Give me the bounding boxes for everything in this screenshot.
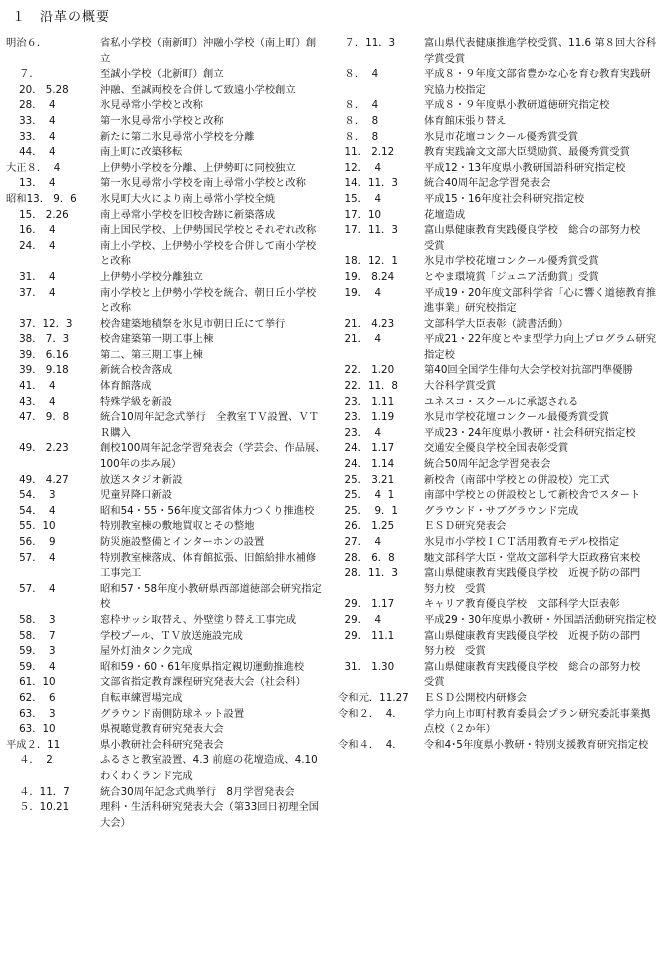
entry-date: 31． 1.30 bbox=[338, 660, 395, 673]
history-entry bbox=[6, 208, 326, 224]
entry-date: 28．11．3 bbox=[338, 567, 398, 580]
entry-date: 29． 11.1 bbox=[338, 629, 395, 642]
entry-date: ８． 8 bbox=[338, 130, 385, 143]
history-entry bbox=[338, 488, 656, 504]
entry-date: 39． 6.16 bbox=[6, 348, 69, 361]
entry-event: 平成15・16年度社会科研究指定校 bbox=[424, 192, 585, 205]
entry-date: 41． 4 bbox=[6, 380, 63, 393]
history-entry bbox=[6, 317, 326, 333]
history-entry bbox=[6, 582, 326, 613]
entry-date: 28． 4 bbox=[6, 99, 63, 112]
entry-event: 平成29・30年度県小教研・外国語活動研究指定校 bbox=[424, 613, 656, 626]
history-entry bbox=[338, 363, 656, 379]
entry-event: 創校100周年記念学習発表会（学芸会、作品展、100年の歩み展） bbox=[100, 442, 326, 471]
entry-date: 令和４． 4． bbox=[338, 738, 403, 751]
history-entry bbox=[6, 161, 326, 177]
entry-date: 11． 2.12 bbox=[338, 146, 395, 159]
entry-event: 統合10周年記念式挙行 全教室ＴＶ設置、ＶＴＲ購入 bbox=[100, 411, 320, 439]
history-entry bbox=[338, 130, 656, 146]
entry-date: 19． 4 bbox=[338, 286, 388, 299]
entry-event: ふるさと教室設置、4.3 前庭の花壇造成、4.10 わくわくランド完成 bbox=[100, 754, 318, 782]
entry-event: 児童昇降口新設 bbox=[100, 489, 173, 502]
history-entry bbox=[338, 519, 656, 535]
entry-event: 特殊学級を新設 bbox=[100, 395, 173, 408]
history-entry bbox=[6, 379, 326, 395]
history-entry bbox=[338, 473, 656, 489]
entry-date: 23． 1.11 bbox=[338, 395, 395, 408]
entry-event: 南上町に改築移転 bbox=[100, 146, 183, 159]
history-entry bbox=[338, 379, 656, 395]
entry-event: 富山県健康教育実践優良学校 近視予防の部門 努力校 受賞 bbox=[424, 629, 651, 658]
history-entry bbox=[338, 707, 656, 738]
history-entry bbox=[6, 270, 326, 286]
entry-date: 22． 1.20 bbox=[338, 364, 395, 377]
entry-date: 21． 4 bbox=[338, 333, 388, 346]
entry-date: 31． 4 bbox=[6, 270, 63, 283]
entry-date: 昭和13． 9．6 bbox=[6, 192, 77, 205]
entry-date: 14．11．3 bbox=[338, 177, 398, 190]
entry-date: 28． 6．8 bbox=[338, 551, 395, 564]
entry-event: 新たに第二氷見尋常小学校を分離 bbox=[100, 130, 255, 143]
history-entry bbox=[338, 597, 656, 613]
entry-event: 学校プール、ＴＶ放送施設完成 bbox=[100, 629, 243, 642]
entry-date: 44． 4 bbox=[6, 146, 63, 159]
entry-date: 令和２． 4． bbox=[338, 707, 403, 720]
entry-event: 昭和57・58年度小教研県西部道徳部会研究指定校 bbox=[100, 582, 322, 611]
entry-date: 37． 4 bbox=[6, 286, 63, 299]
history-entry bbox=[6, 176, 326, 192]
history-entry bbox=[338, 254, 656, 270]
history-entry bbox=[338, 457, 656, 473]
entry-date: 15． 2.26 bbox=[6, 208, 69, 221]
history-entry bbox=[6, 223, 326, 239]
entry-event: 氷見市小学校ＩＣＴ活用教育モデル校指定 bbox=[424, 536, 620, 548]
entry-event: 第40回全国学生俳句大会学校対抗部門準優勝 bbox=[424, 364, 633, 377]
entry-event: 馳文部科学大臣・堂故文部科学大臣政務官来校 bbox=[424, 551, 641, 564]
history-entry bbox=[338, 441, 656, 457]
history-entry bbox=[6, 130, 326, 146]
entry-event: 校舎建築地積祭を氷見市朝日丘にて挙行 bbox=[100, 317, 286, 330]
entry-event: 学力向上市町村教育委員会プラン研究委託事業拠点校（２か年） bbox=[424, 707, 651, 736]
history-entry bbox=[6, 675, 326, 691]
entry-event: 新校舎（南部中学校との併設校）完工式 bbox=[424, 473, 610, 486]
entry-date: 58． 7 bbox=[6, 629, 63, 642]
page-title: １ 沿革の概要 bbox=[12, 10, 111, 25]
entry-event: 氷見尋常小学校と改称 bbox=[100, 99, 203, 112]
entry-event: 富山県代表健康推進学校受賞、11.6 第８回大谷科学賞受賞 bbox=[424, 37, 656, 65]
entry-event: 体育館床張り替え bbox=[424, 114, 507, 127]
history-entry bbox=[338, 270, 656, 286]
entry-event: 平成23・24年度県小教研・社会科研究指定校 bbox=[424, 426, 636, 439]
entry-date: 58． 3 bbox=[6, 613, 63, 626]
entry-event: 南部中学校との併設校として新校舎でスタート bbox=[424, 489, 641, 502]
entry-date: 57． 4 bbox=[6, 582, 63, 595]
entry-date: 17．10 bbox=[338, 208, 391, 221]
history-entry bbox=[6, 441, 326, 472]
entry-date: 43． 4 bbox=[6, 395, 63, 408]
history-entry bbox=[6, 722, 326, 738]
history-entry bbox=[338, 317, 656, 333]
entry-date: 29． 1.17 bbox=[338, 598, 395, 611]
history-entry bbox=[6, 504, 326, 520]
history-entry bbox=[6, 753, 326, 784]
history-entry bbox=[6, 707, 326, 723]
entry-event: 氷見市学校花壇コンクール優秀賞受賞 bbox=[424, 255, 599, 268]
entry-date: 19． 8.24 bbox=[338, 270, 395, 283]
entry-event: 放送スタジオ新設 bbox=[100, 473, 183, 486]
history-entry bbox=[338, 286, 656, 317]
history-entry bbox=[6, 332, 326, 348]
entry-event: 昭和54・55・56年度文部省体力つくり推進校 bbox=[100, 504, 315, 517]
entry-date: ７． bbox=[6, 68, 53, 81]
entry-event: 氷見町大火により南上尋常小学校全焼 bbox=[100, 192, 276, 205]
entry-event: キャリア教育優良学校 文部科学大臣表彰 bbox=[424, 598, 620, 611]
entry-event: 大谷科学賞受賞 bbox=[424, 380, 497, 393]
entry-date: 27． 4 bbox=[338, 536, 388, 548]
history-entry bbox=[338, 691, 656, 707]
entry-date: 54． 4 bbox=[6, 504, 63, 517]
history-left-column bbox=[6, 36, 326, 831]
entry-date: 23． 4 bbox=[338, 426, 388, 439]
entry-event: 第二、第三期工事上棟 bbox=[100, 348, 203, 361]
entry-date: ８． 4 bbox=[338, 99, 385, 112]
history-entry bbox=[338, 67, 656, 98]
history-entry bbox=[338, 629, 656, 660]
entry-date: 26． 1.25 bbox=[338, 520, 395, 533]
history-entry bbox=[6, 488, 326, 504]
history-entry bbox=[6, 395, 326, 411]
entry-date: 25． 9．1 bbox=[338, 504, 398, 517]
entry-date: 23． 1.19 bbox=[338, 411, 395, 424]
entry-event: 平成８・９年度文部省豊かな心を育む教育実践研究協力校指定 bbox=[424, 68, 651, 96]
entry-date: ４．11．7 bbox=[6, 785, 70, 798]
entry-event: 平成21・22年度とやま型学力向上プログラム研究指定校 bbox=[424, 333, 656, 361]
entry-date: 57． 4 bbox=[6, 551, 63, 564]
entry-date: 47． 9．8 bbox=[6, 411, 70, 424]
entry-date: 38． 7．3 bbox=[6, 333, 70, 346]
entry-event: 統合30周年記念式典挙行 8月学習発表会 bbox=[100, 785, 295, 798]
history-entry bbox=[6, 98, 326, 114]
entry-event: 理科・生活科研究発表大会（第33回日初理全国大会） bbox=[100, 801, 320, 829]
entry-date: 22．11．8 bbox=[338, 380, 398, 393]
entry-event: 南小学校と上伊勢小学校を統合、朝日丘小学校と改称 bbox=[100, 286, 317, 315]
history-entry bbox=[6, 348, 326, 364]
entry-event: 南上小学校、上伊勢小学校を合併して南小学校と改称 bbox=[100, 239, 317, 268]
history-entry bbox=[338, 613, 656, 629]
entry-event: グラウンド南側防球ネット設置 bbox=[100, 707, 245, 720]
history-entry bbox=[338, 36, 656, 67]
entry-date: 平成２．11 bbox=[6, 738, 71, 751]
entry-event: 特別教室棟の敷地買収とその整地 bbox=[100, 520, 255, 533]
entry-date: 59． 4 bbox=[6, 660, 63, 673]
history-entry bbox=[338, 551, 656, 567]
history-entry bbox=[338, 332, 656, 363]
history-entry bbox=[338, 176, 656, 192]
history-entry bbox=[6, 410, 326, 441]
history-entry bbox=[6, 738, 326, 754]
history-entry bbox=[6, 286, 326, 317]
history-entry bbox=[6, 629, 326, 645]
entry-event: 統合50周年記念学習発表会 bbox=[424, 458, 551, 471]
entry-date: 21． 4.23 bbox=[338, 317, 395, 330]
entry-date: 55．10 bbox=[6, 520, 66, 533]
entry-event: 平成８・９年度県小教研道徳研究指定校 bbox=[424, 99, 610, 112]
entry-event: 県視聴覚教育研究発表大会 bbox=[100, 723, 224, 736]
entry-event: 防災施設整備とインターホンの設置 bbox=[100, 536, 265, 548]
entry-date: 33． 4 bbox=[6, 114, 63, 127]
history-entry bbox=[338, 410, 656, 426]
entry-date: 18．12．1 bbox=[338, 255, 398, 268]
entry-event: 富山県健康教育実践優良学校 近視予防の部門 努力校 受賞 bbox=[424, 567, 651, 595]
entry-event: 新統合校舎落成 bbox=[100, 364, 173, 377]
history-entry bbox=[6, 691, 326, 707]
entry-date: ５．10.21 bbox=[6, 801, 70, 814]
history-entry bbox=[338, 426, 656, 442]
history-entry bbox=[338, 98, 656, 114]
history-entry bbox=[6, 551, 326, 582]
entry-event: 南上国民学校、上伊勢国民学校とそれぞれ改称 bbox=[100, 224, 317, 237]
history-entry bbox=[6, 192, 326, 208]
entry-date: 24． 1.14 bbox=[338, 458, 395, 471]
history-entry bbox=[338, 660, 656, 691]
history-entry bbox=[338, 161, 656, 177]
entry-date: 29． 4 bbox=[338, 613, 388, 626]
history-entry bbox=[6, 67, 326, 83]
entry-event: 花壇造成 bbox=[424, 208, 466, 221]
entry-event: 体育館落成 bbox=[100, 380, 152, 393]
entry-date: 49． 2.23 bbox=[6, 442, 69, 455]
entry-event: 教育実践論文文部大臣奨励賞、最優秀賞受賞 bbox=[424, 146, 630, 159]
history-entry bbox=[6, 800, 326, 831]
entry-event: 昭和59・60・61年度県指定親切運動推進校 bbox=[100, 660, 305, 673]
entry-event: 文部科学大臣表彰（読書活動） bbox=[424, 317, 569, 330]
entry-event: 沖融、至誠両校を合併して致遠小学校創立 bbox=[100, 83, 296, 96]
history-entry bbox=[6, 239, 326, 270]
entry-event: 統合40周年記念学習発表会 bbox=[424, 177, 551, 190]
entry-date: ４． 2 bbox=[6, 754, 60, 767]
entry-date: 56． 9 bbox=[6, 536, 63, 548]
entry-event: 富山県健康教育実践優良学校 総合の部努力校 受賞 bbox=[424, 224, 651, 252]
history-entry bbox=[6, 644, 326, 660]
history-entry bbox=[6, 613, 326, 629]
entry-date: 16． 4 bbox=[6, 224, 63, 237]
history-entry bbox=[338, 535, 656, 551]
entry-date: 59． 3 bbox=[6, 645, 63, 658]
entry-event: 県小教研社会科研究発表会 bbox=[100, 738, 224, 751]
entry-event: 上伊勢小学校を分離、上伊勢町に同校独立 bbox=[100, 161, 296, 174]
entry-date: 25． 4 1 bbox=[338, 489, 395, 502]
history-entry bbox=[6, 519, 326, 535]
entry-event: 校舎建築第一期工事上棟 bbox=[100, 333, 214, 346]
entry-date: 49． 4.27 bbox=[6, 473, 69, 486]
entry-date: ８． 4 bbox=[338, 68, 385, 81]
history-entry bbox=[6, 114, 326, 130]
entry-event: 上伊勢小学校分離独立 bbox=[100, 270, 203, 283]
entry-event: 文部省指定教育課程研究発表大会（社会科） bbox=[100, 676, 306, 689]
entry-event: 富山県健康教育実践優良学校 総合の部努力校 受賞 bbox=[424, 660, 651, 689]
history-entry bbox=[338, 145, 656, 161]
entry-date: 37．12．3 bbox=[6, 317, 73, 330]
entry-date: ７．11．3 bbox=[338, 37, 396, 49]
history-entry bbox=[338, 395, 656, 411]
entry-date: 25． 3.21 bbox=[338, 473, 395, 486]
entry-event: 屋外灯油タンク完成 bbox=[100, 645, 193, 658]
history-entry bbox=[6, 535, 326, 551]
entry-event: 第一氷見尋常小学校を南上尋常小学校と改称 bbox=[100, 177, 306, 190]
history-entry bbox=[6, 785, 326, 801]
history-entry bbox=[338, 114, 656, 130]
entry-date: ８． 8 bbox=[338, 114, 385, 127]
history-entry bbox=[338, 566, 656, 597]
history-entry bbox=[6, 660, 326, 676]
history-entry bbox=[338, 504, 656, 520]
entry-event: ユネスコ・スクールに承認される bbox=[424, 395, 579, 408]
entry-date: 63．10 bbox=[6, 723, 66, 736]
history-entry bbox=[338, 738, 656, 754]
entry-event: 氷見市学校花壇コンクール最優秀賞受賞 bbox=[424, 411, 609, 424]
entry-event: とやま環境賞「ジュニア活動賞」受賞 bbox=[424, 270, 599, 283]
entry-date: 令和元．11.27 bbox=[338, 691, 409, 704]
history-entry bbox=[338, 223, 656, 254]
entry-date: 54． 3 bbox=[6, 489, 63, 502]
entry-event: 第一氷見尋常小学校と改称 bbox=[100, 114, 224, 127]
history-entry bbox=[338, 208, 656, 224]
entry-event: 至誠小学校（北新町）創立 bbox=[100, 68, 224, 81]
entry-date: 24． 1.17 bbox=[338, 442, 395, 455]
entry-date: 大正８． 4 bbox=[6, 161, 67, 174]
entry-date: 33． 4 bbox=[6, 130, 63, 143]
entry-date: 61．10 bbox=[6, 676, 66, 689]
entry-date: 63． 3 bbox=[6, 707, 63, 720]
entry-event: 交通安全優良学校全国表彰受賞 bbox=[424, 442, 569, 455]
entry-date: 17．11．3 bbox=[338, 224, 398, 237]
entry-date: 39． 9.18 bbox=[6, 364, 69, 377]
history-entry bbox=[6, 36, 326, 67]
entry-event: 自転車練習場完成 bbox=[100, 691, 183, 704]
history-right-column bbox=[338, 36, 656, 753]
entry-event: ＥＳＤ研究発表会 bbox=[424, 520, 507, 533]
entry-event: 窓枠サッシ取替え、外壁塗り替え工事完成 bbox=[100, 613, 297, 626]
entry-date: 明治６． bbox=[6, 37, 61, 49]
entry-event: 南上尋常小学校を旧校舎跡に新築落成 bbox=[100, 208, 276, 221]
entry-date: 15． 4 bbox=[338, 192, 388, 205]
entry-event: ＥＳＤ公開校内研修会 bbox=[424, 691, 527, 704]
history-entry bbox=[6, 83, 326, 99]
entry-date: 12． 4 bbox=[338, 161, 388, 174]
entry-event: 平成19・20年度文部科学省「心に響く道徳教育推進事業」研究校指定 bbox=[424, 286, 656, 315]
entry-date: 20． 5.28 bbox=[6, 83, 69, 96]
entry-date: 24． 4 bbox=[6, 239, 63, 252]
entry-date: 62． 6 bbox=[6, 691, 63, 704]
entry-event: 平成12・13年度県小教研国語科研究指定校 bbox=[424, 161, 626, 174]
entry-date: 13． 4 bbox=[6, 177, 63, 190]
history-entry bbox=[6, 145, 326, 161]
history-entry bbox=[338, 192, 656, 208]
entry-event: 省私小学校（南新町）沖融小学校（南上町）創立 bbox=[100, 37, 317, 65]
entry-event: グラウンド・サブグラウンド完成 bbox=[424, 504, 579, 517]
entry-event: 特別教室棟落成、体育館拡張、旧館給排水補修工事完工 bbox=[100, 551, 317, 580]
history-entry bbox=[6, 363, 326, 379]
entry-event: 令和4･5年度県小教研・特別支援教育研究指定校 bbox=[424, 738, 649, 751]
entry-event: 氷見市花壇コンクール優秀賞受賞 bbox=[424, 130, 579, 143]
history-entry bbox=[6, 473, 326, 489]
